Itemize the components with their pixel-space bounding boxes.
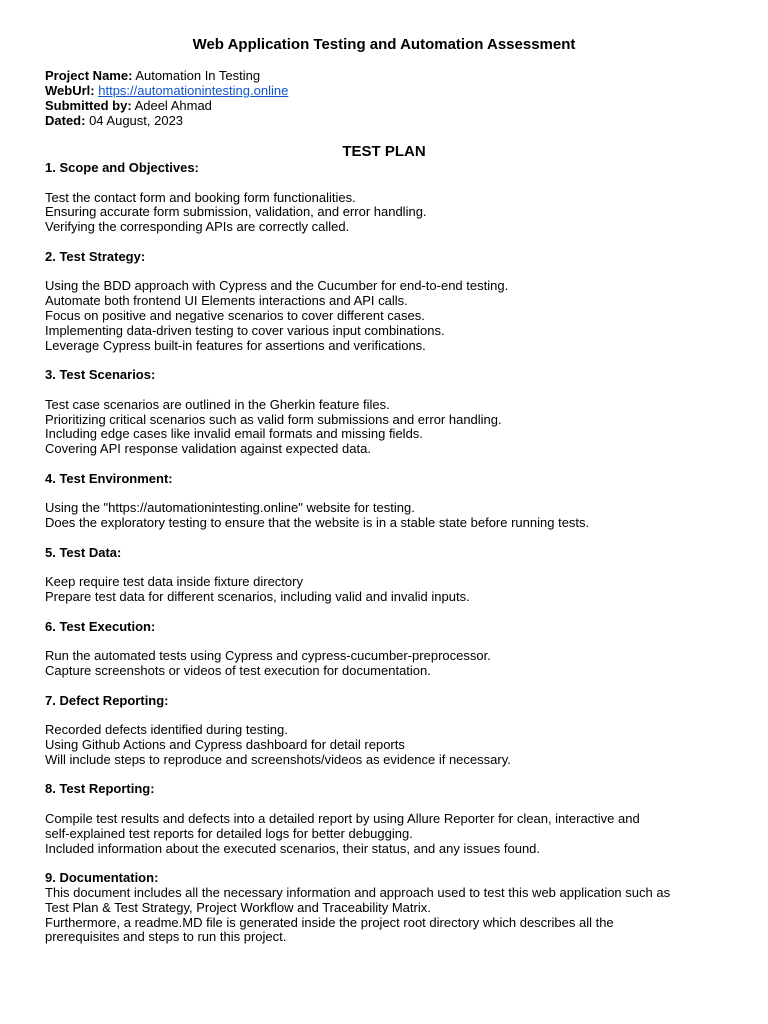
section-line: Test case scenarios are outlined in the Gherkin feature files. [45,396,390,412]
section-line: Implementing data-driven testing to cover various input combinations. [45,322,445,338]
section-7 [45,694,735,768]
section-heading: 5. Test Data: [45,544,122,560]
project-meta [45,68,288,128]
section-5 [45,546,735,605]
section-9 [45,871,735,945]
section-1 [45,161,735,235]
section-line: Ensuring accurate form submission, validation, and error handling. [45,204,427,220]
test-plan-body [45,161,735,960]
section-line: Recorded defects identified during testing. [45,722,288,738]
dated-value: 04 August, 2023 [85,113,184,128]
section-heading: 1. Scope and Objectives: [45,160,199,175]
section-line: Does the exploratory testing to ensure that the website is in a stable state before running tests. [45,515,590,531]
section-line: This document includes all the necessary information and approach used to test this web application such as [45,885,671,901]
section-line: Including edge cases like invalid email formats and missing fields. [45,426,423,442]
section-heading: 6. Test Execution: [45,618,156,634]
section-line: Leverage Cypress built-in features for assertions and verifications. [45,337,426,353]
section-line: Furthermore, a readme.MD file is generated inside the project root directory which describes all the [45,914,614,930]
section-line: Using the BDD approach with Cypress and the Cucumber for end-to-end testing. [45,278,509,294]
section-heading: 2. Test Strategy: [45,248,146,264]
submitted-by-value: Adeel Ahmad [131,98,212,113]
section-heading: 3. Test Scenarios: [45,367,156,383]
section-line: Test the contact form and booking form functionalities. [45,189,356,205]
section-line: Using the "https://automationintesting.online" website for testing. [45,500,415,516]
section-line: Keep require test data inside fixture directory [45,574,303,590]
section-line: Using Github Actions and Cypress dashboard for detail reports [45,737,405,753]
submitted-by-row [45,98,288,113]
weburl-label: WebUrl: [45,83,95,98]
section-4 [45,472,735,531]
test-plan-heading: TEST PLAN [342,143,426,160]
project-name-value: Automation In Testing [132,68,261,83]
section-line: Automate both frontend UI Elements interactions and API calls. [45,293,408,309]
submitted-by-label: Submitted by: [45,98,132,113]
section-line: Included information about the executed scenarios, their status, and any issues found. [45,840,541,856]
section-line: Capture screenshots or videos of test execution for documentation. [45,663,431,679]
section-line: Run the automated tests using Cypress and cypress-cucumber-preprocessor. [45,648,491,664]
section-line: Prepare test data for different scenarios, including valid and invalid inputs. [45,589,470,605]
section-line: Verifying the corresponding APIs are correctly called. [45,219,350,235]
section-heading: 8. Test Reporting: [45,781,155,797]
project-name-row [45,68,288,83]
section-line: prerequisites and steps to run this project. [45,929,287,945]
dated-label: Dated: [45,113,86,128]
document-title: Web Application Testing and Automation Assessment [192,36,576,53]
section-8 [45,782,735,856]
weburl-row [45,83,288,98]
dated-row [45,113,288,128]
section-heading: 7. Defect Reporting: [45,692,169,708]
section-line: Prioritizing critical scenarios such as valid form submissions and error handling. [45,411,502,427]
section-heading: 4. Test Environment: [45,470,173,486]
section-6 [45,620,735,679]
section-line: Focus on positive and negative scenarios to cover different cases. [45,307,425,323]
section-line: Covering API response validation against expected data. [45,441,371,457]
section-line: Test Plan & Test Strategy, Project Workflow and Traceability Matrix. [45,899,431,915]
section-2 [45,250,735,354]
project-name-label: Project Name: [45,68,133,83]
section-heading: 9. Documentation: [45,870,159,886]
section-line: Will include steps to reproduce and screenshots/videos as evidence if necessary. [45,751,511,767]
section-line: Compile test results and defects into a detailed report by using Allure Reporter for clean, interactive and [45,811,640,827]
section-line: self-explained test reports for detailed logs for better debugging. [45,825,413,841]
weburl-link[interactable]: https://automationintesting.online [98,83,289,98]
section-3 [45,368,735,457]
